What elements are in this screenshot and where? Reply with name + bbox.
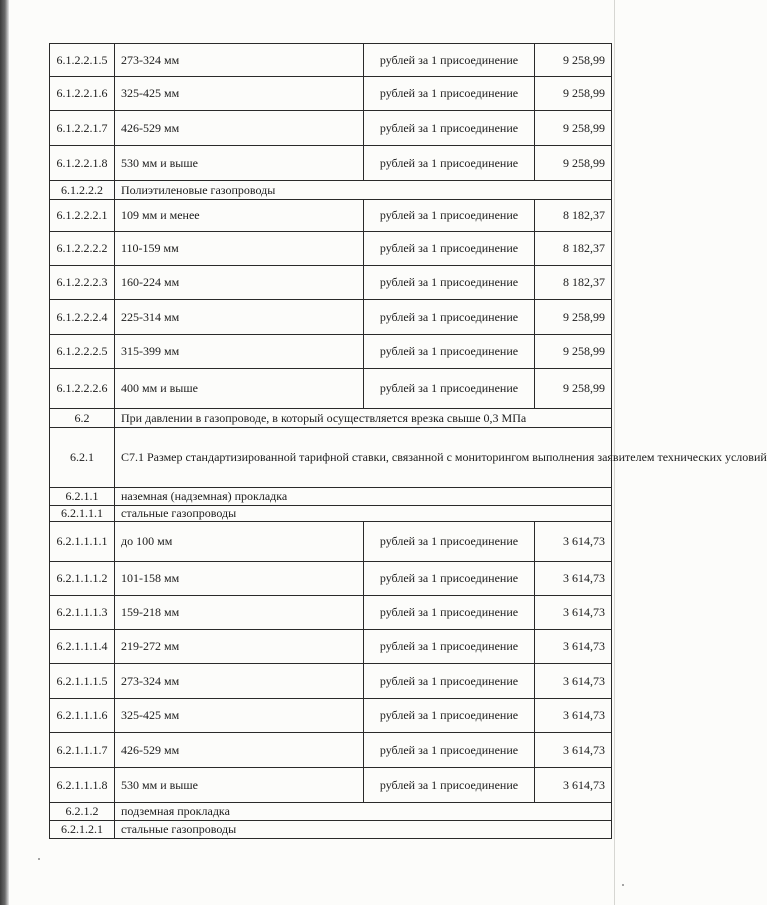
row-price: 3 614,73 xyxy=(535,562,612,596)
row-price: 3 614,73 xyxy=(535,630,612,664)
row-name: 160-224 мм xyxy=(115,266,364,300)
row-price: 9 258,99 xyxy=(535,146,612,181)
row-code: 6.1.2.2.1.5 xyxy=(50,44,115,77)
row-code: 6.2.1 xyxy=(50,428,115,488)
row-price: 9 258,99 xyxy=(535,335,612,369)
row-code: 6.1.2.2.2.1 xyxy=(50,200,115,232)
row-unit: рублей за 1 присоединение xyxy=(364,300,535,335)
table-row xyxy=(50,562,612,596)
section-title: наземная (надземная) прокладка xyxy=(115,488,612,506)
row-name: 109 мм и менее xyxy=(115,200,364,232)
section-row xyxy=(50,181,612,200)
row-unit: рублей за 1 присоединение xyxy=(364,522,535,562)
row-name: 530 мм и выше xyxy=(115,768,364,803)
row-code: 6.2.1.1.1.3 xyxy=(50,596,115,630)
row-code: 6.2.1.1.1.6 xyxy=(50,699,115,733)
row-price: 3 614,73 xyxy=(535,664,612,699)
row-price: 9 258,99 xyxy=(535,44,612,77)
row-unit: рублей за 1 присоединение xyxy=(364,596,535,630)
row-unit: рублей за 1 присоединение xyxy=(364,699,535,733)
row-unit: рублей за 1 присоединение xyxy=(364,200,535,232)
table-row xyxy=(50,77,612,111)
row-code: 6.2.1.2 xyxy=(50,803,115,821)
row-unit: рублей за 1 присоединение xyxy=(364,369,535,409)
table-row xyxy=(50,630,612,664)
row-code: 6.2.1.1.1 xyxy=(50,506,115,522)
section-title: С7.1 Размер стандартизированной тарифной ставки, связанной с мониторингом выполнения заявителем технических условий xyxy=(115,428,612,488)
row-code: 6.2.1.1 xyxy=(50,488,115,506)
row-price: 3 614,73 xyxy=(535,733,612,768)
scan-speck xyxy=(622,884,624,886)
row-code: 6.1.2.2.1.7 xyxy=(50,111,115,146)
row-name: 110-159 мм xyxy=(115,232,364,266)
table-row xyxy=(50,266,612,300)
row-code: 6.2.1.1.1.2 xyxy=(50,562,115,596)
row-price: 9 258,99 xyxy=(535,77,612,111)
table-row xyxy=(50,664,612,699)
section-row xyxy=(50,821,612,839)
table-row xyxy=(50,335,612,369)
table-row xyxy=(50,146,612,181)
row-code: 6.2.1.1.1.1 xyxy=(50,522,115,562)
row-unit: рублей за 1 присоединение xyxy=(364,44,535,77)
row-code: 6.1.2.2.2.4 xyxy=(50,300,115,335)
row-name: 530 мм и выше xyxy=(115,146,364,181)
row-code: 6.2.1.1.1.5 xyxy=(50,664,115,699)
row-price: 3 614,73 xyxy=(535,699,612,733)
row-name: 273-324 мм xyxy=(115,664,364,699)
row-price: 9 258,99 xyxy=(535,111,612,146)
section-title: подземная прокладка xyxy=(115,803,612,821)
row-name: 273-324 мм xyxy=(115,44,364,77)
section-title: стальные газопроводы xyxy=(115,821,612,839)
row-name: 225-314 мм xyxy=(115,300,364,335)
row-name: 325-425 мм xyxy=(115,699,364,733)
row-code: 6.2.1.1.1.8 xyxy=(50,768,115,803)
table-row xyxy=(50,522,612,562)
table-row xyxy=(50,200,612,232)
row-price: 9 258,99 xyxy=(535,369,612,409)
table-row xyxy=(50,111,612,146)
table-row xyxy=(50,768,612,803)
row-price: 3 614,73 xyxy=(535,522,612,562)
row-name: 159-218 мм xyxy=(115,596,364,630)
scan-speck xyxy=(38,858,40,860)
row-price: 8 182,37 xyxy=(535,232,612,266)
row-unit: рублей за 1 присоединение xyxy=(364,146,535,181)
row-code: 6.1.2.2.2.3 xyxy=(50,266,115,300)
row-unit: рублей за 1 присоединение xyxy=(364,562,535,596)
row-unit: рублей за 1 присоединение xyxy=(364,733,535,768)
row-price: 3 614,73 xyxy=(535,596,612,630)
row-unit: рублей за 1 присоединение xyxy=(364,111,535,146)
row-unit: рублей за 1 присоединение xyxy=(364,77,535,111)
row-unit: рублей за 1 присоединение xyxy=(364,768,535,803)
row-name: 101-158 мм xyxy=(115,562,364,596)
row-code: 6.2.1.1.1.4 xyxy=(50,630,115,664)
row-name: 315-399 мм xyxy=(115,335,364,369)
table-row xyxy=(50,733,612,768)
table-row xyxy=(50,596,612,630)
document-page xyxy=(49,43,767,839)
row-code: 6.1.2.2.1.8 xyxy=(50,146,115,181)
row-code: 6.2.1.2.1 xyxy=(50,821,115,839)
section-row xyxy=(50,409,612,428)
row-name: 219-272 мм xyxy=(115,630,364,664)
row-unit: рублей за 1 присоединение xyxy=(364,266,535,300)
row-name: 400 мм и выше xyxy=(115,369,364,409)
row-unit: рублей за 1 присоединение xyxy=(364,232,535,266)
scan-binder-shadow xyxy=(0,0,9,905)
row-price: 3 614,73 xyxy=(535,768,612,803)
tariff-table xyxy=(49,43,767,839)
row-code: 6.1.2.2.2.6 xyxy=(50,369,115,409)
section-row xyxy=(50,506,612,522)
table-row xyxy=(50,699,612,733)
row-code: 6.1.2.2.2.5 xyxy=(50,335,115,369)
row-price: 8 182,37 xyxy=(535,200,612,232)
row-name: 426-529 мм xyxy=(115,111,364,146)
row-unit: рублей за 1 присоединение xyxy=(364,630,535,664)
row-code: 6.2.1.1.1.7 xyxy=(50,733,115,768)
section-row xyxy=(50,803,612,821)
section-title: Полиэтиленовые газопроводы xyxy=(115,181,612,200)
row-price: 8 182,37 xyxy=(535,266,612,300)
row-code: 6.1.2.2.1.6 xyxy=(50,77,115,111)
row-code: 6.2 xyxy=(50,409,115,428)
section-row xyxy=(50,428,612,488)
row-code: 6.1.2.2.2.2 xyxy=(50,232,115,266)
row-unit: рублей за 1 присоединение xyxy=(364,335,535,369)
row-name: 426-529 мм xyxy=(115,733,364,768)
row-name: до 100 мм xyxy=(115,522,364,562)
row-unit: рублей за 1 присоединение xyxy=(364,664,535,699)
table-row xyxy=(50,369,612,409)
section-row xyxy=(50,488,612,506)
row-code: 6.1.2.2.2 xyxy=(50,181,115,200)
table-row xyxy=(50,300,612,335)
section-title: стальные газопроводы xyxy=(115,506,612,522)
row-price: 9 258,99 xyxy=(535,300,612,335)
row-name: 325-425 мм xyxy=(115,77,364,111)
table-row xyxy=(50,232,612,266)
section-title: При давлении в газопроводе, в который осуществляется врезка свыше 0,3 МПа xyxy=(115,409,612,428)
table-row xyxy=(50,44,612,77)
